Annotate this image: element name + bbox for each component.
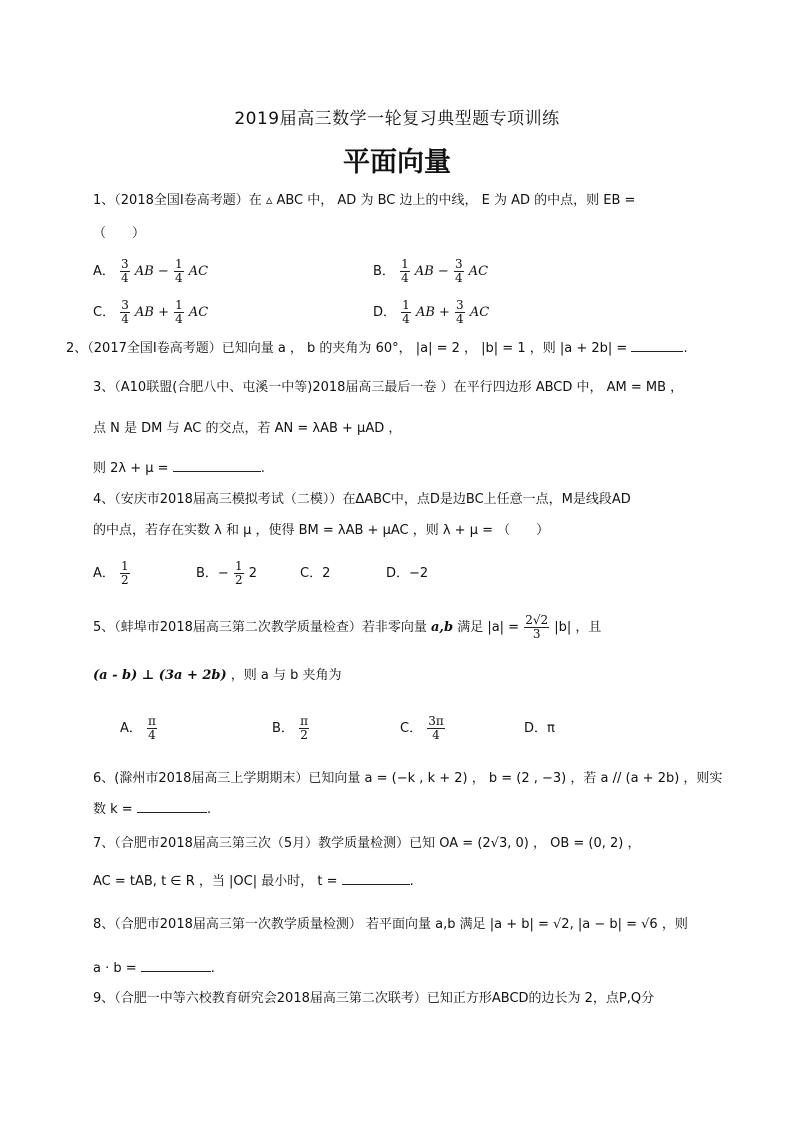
vector-text: AB −: [134, 264, 169, 279]
fraction: $\frac{3\pi}{4}$: [428, 714, 444, 742]
document-subtitle: 平面向量: [343, 147, 451, 178]
q4-line1: 4、（安庆市2018届高三模拟考试（二模））在ΔABC中，点D是边BC上任意一点，M是线段AD: [93, 492, 631, 507]
fraction: $\frac{\pi}{2}$: [300, 714, 308, 742]
fraction: $\frac{1}{4}$: [175, 298, 183, 326]
q4-option-b: [196, 560, 257, 587]
q5-text: 满足 |a| =: [457, 620, 520, 635]
fraction: $\frac{2√2}{3}$: [525, 613, 549, 641]
q5-line2: [93, 665, 342, 687]
q5-option-b: [272, 715, 310, 742]
vector-text: AC: [468, 264, 489, 279]
q4-option-a: [93, 560, 131, 587]
q1-option-a: [93, 258, 208, 285]
vector-text: AC: [469, 305, 490, 320]
q3-line3: [93, 458, 265, 480]
q5-text: 5、（蚌埠市2018届高三第二次教学质量检查）若非零向量: [93, 620, 427, 635]
option-label: A．: [93, 264, 115, 279]
fraction: $\frac{1}{4}$: [402, 298, 410, 326]
option-label: B．: [373, 264, 395, 279]
fraction: $\frac{1}{2}$: [234, 559, 243, 587]
vector-text: AB −: [414, 264, 449, 279]
fraction: $\frac{\pi}{4}$: [148, 714, 156, 742]
fraction: $\frac{3}{4}$: [121, 257, 129, 285]
option-label: A．: [93, 566, 115, 581]
q3-line2: 点 N 是 DM 与 AC 的交点，若 AN = λAB + μAD ，: [93, 421, 402, 436]
vector-text: AC: [188, 264, 209, 279]
q6-line2-text: 数 k =: [93, 802, 133, 817]
option-label: B．−: [196, 566, 229, 581]
q3-line3-text: 则 2λ + μ =: [93, 461, 169, 476]
q8-line1: 8、（合肥市2018届高三第一次教学质量检测） 若平面向量 a,b 满足 |a + b| = √2, |a − b| = √6 ，则: [93, 917, 688, 932]
answer-blank: [137, 800, 207, 813]
fraction: $\frac{3}{4}$: [121, 298, 129, 326]
period: .: [260, 461, 265, 476]
q4-option-d: D．−2: [386, 566, 429, 581]
answer-blank: [173, 459, 261, 472]
q1-stem: [93, 190, 635, 212]
fraction: $\frac{1}{4}$: [174, 257, 183, 285]
q2-line: [66, 338, 688, 360]
q7-line1: 7、（合肥市2018届高三第三次（5月）教学质量检测）已知 OA = (2√3, 0) ， OB = (0, 2) ，: [93, 836, 641, 851]
vector-text: AC: [188, 305, 209, 320]
q1-option-c: [93, 299, 208, 326]
answer-blank: [631, 339, 683, 352]
option-label: C．: [400, 721, 423, 736]
q4-line2: 的中点，若存在实数 λ 和 μ ，使得 BM = λAB + μAC ，则 λ + μ = （ ）: [93, 523, 550, 538]
q8-line2-text: a · b =: [93, 961, 137, 976]
q5-vectors: a,b: [431, 620, 454, 635]
q6-line2: [93, 799, 211, 821]
answer-blank: [141, 959, 211, 972]
fraction: $\frac{1}{2}$: [121, 559, 129, 587]
q1-stem-text: 1、（2018全国I卷高考题）在 ▵ ABC 中， AD 为 BC 边上的中线， E 为 AD 的中点，则 EB =: [93, 193, 636, 208]
q5-line1: [93, 614, 601, 641]
q1-option-b: [373, 258, 488, 285]
q5-text: |b| ，且: [554, 620, 602, 635]
fraction: $\frac{3}{4}$: [454, 257, 463, 285]
fraction: $\frac{1}{4}$: [401, 257, 409, 285]
period: .: [206, 802, 211, 817]
option-tail: 2: [248, 566, 258, 581]
option-label: D．: [373, 305, 397, 320]
q5-option-c: [400, 715, 446, 742]
q7-line2-text: AC = tAB, t ∈ R ，当 |OC| 最小时， t =: [93, 874, 338, 889]
q1-paren: （ ）: [93, 226, 146, 241]
option-label: C．: [93, 305, 116, 320]
q5-option-a: [120, 715, 158, 742]
fraction: $\frac{3}{4}$: [456, 298, 464, 326]
q5-condition: (a - b) ⊥ (3a + 2b): [93, 668, 227, 683]
document-title: 2019届高三数学一轮复习典型题专项训练: [234, 109, 560, 129]
q3-line1: 3、（A10联盟(合肥八中、屯溪一中等)2018届高三最后一卷 ）在平行四边形 ABCD 中， AM = MB ，: [93, 380, 684, 395]
answer-blank: [342, 872, 410, 885]
period: .: [409, 874, 414, 889]
q2-text: 2、（2017全国I卷高考题）已知向量 a ， b 的夹角为 60°， |a| = 2 ， |b| = 1 ，则 |a + 2b| =: [66, 341, 628, 356]
vector-text: AB +: [135, 305, 169, 320]
option-label: B．: [272, 721, 294, 736]
q5-option-d: D．π: [524, 721, 555, 736]
q7-line2: [93, 871, 414, 893]
q9-line1: 9、（合肥一中等六校教育研究会2018届高三第二次联考）已知正方形ABCD的边长为 2，点P,Q分: [93, 991, 655, 1006]
option-label: A．: [120, 721, 142, 736]
q5-text: ，则 a 与 b 夹角为: [230, 668, 342, 683]
period: .: [683, 341, 688, 356]
q8-line2: [93, 958, 215, 980]
q6-line1: 6、(滁州市2018届高三上学期期末）已知向量 a = (−k , k + 2) ， b = (2 , −3) ，若 a // (a + 2b) ，则实: [93, 771, 723, 786]
period: .: [210, 961, 215, 976]
q4-option-c: C．2: [300, 566, 331, 581]
q1-option-d: [373, 299, 489, 326]
vector-text: AB +: [415, 305, 450, 320]
